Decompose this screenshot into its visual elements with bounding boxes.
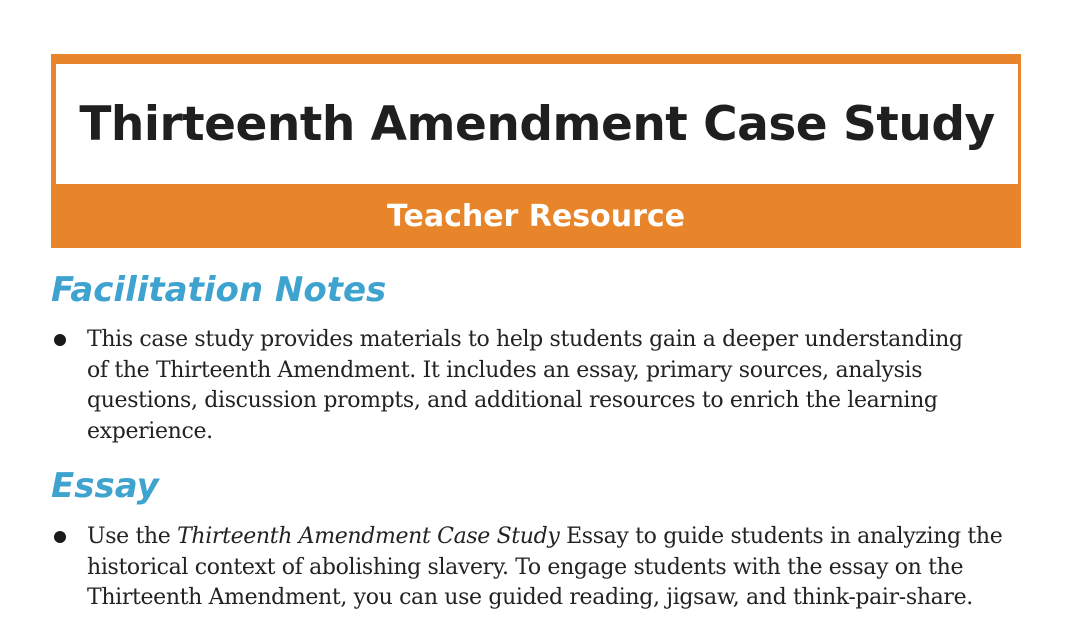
list-item xyxy=(51,522,1011,614)
title-panel xyxy=(56,64,1018,184)
facilitation-notes-list xyxy=(51,325,1011,447)
text-line: experience. xyxy=(87,418,213,444)
subtitle-band xyxy=(51,184,1021,248)
text-line: This case study provides materials to help students gain a deeper understanding xyxy=(87,327,963,352)
list-item xyxy=(51,325,1011,447)
essay-list xyxy=(51,522,1011,614)
text-line: historical context of abolishing slavery. To engage students with the essay on the xyxy=(87,554,964,580)
title-banner xyxy=(51,54,1021,248)
bullet-icon xyxy=(54,531,66,543)
bullet-icon xyxy=(54,334,66,346)
facilitation-notes-heading: Facilitation Notes xyxy=(51,270,387,310)
text-line: questions, discussion prompts, and additional resources to enrich the learning xyxy=(87,388,938,413)
text-suffix: Essay to guide students in analyzing the xyxy=(559,524,1003,549)
text-line xyxy=(87,522,1011,553)
text-line: Thirteenth Amendment, you can use guided reading, jigsaw, and think-pair-share. xyxy=(87,585,973,610)
essay-heading: Essay xyxy=(51,466,159,506)
essay-title-italic: Thirteenth Amendment Case Study xyxy=(177,524,560,549)
text-prefix: Use the xyxy=(87,524,178,549)
text-line: of the Thirteenth Amendment. It includes an essay, primary sources, analysis xyxy=(87,357,923,383)
document-subtitle: Teacher Resource xyxy=(387,198,685,234)
document-title: Thirteenth Amendment Case Study xyxy=(79,96,995,152)
